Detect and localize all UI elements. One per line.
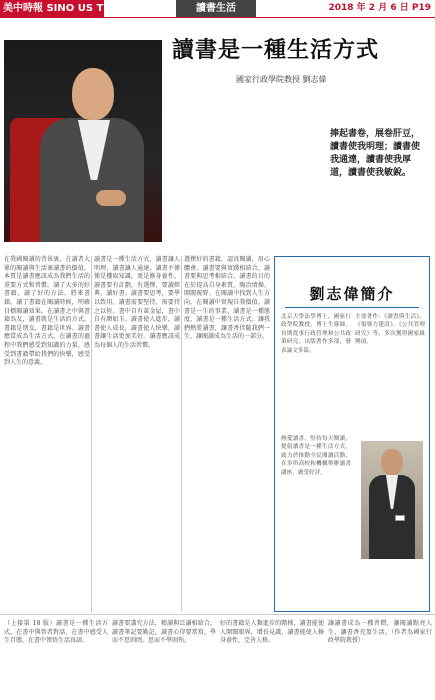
- column-divider: [91, 256, 92, 612]
- bio-text-left: 北京大學法學博士，國家行政學院教授，博士生導師。長期從事行政管理和公共政策研究，出版著作多部，發表論文多篇。: [281, 314, 351, 354]
- body-column-3: 選擇好的書籍，認真閱讀，用心體會。讀書要與實踐相結合，讀書要與思考相結合。讀書的目的在於提高自身素質，陶冶情操，開闊視野。在閱讀中找到人生方向，在閱讀中實現自我價值。讀書是一生的事業，讀書是一種態度，讀書是一種生活方式。讓我們熱愛讀書，讓書香伴隨我們一生，讓閱讀成為生活的一部分。: [184, 256, 270, 341]
- section-label: 讀書生活: [176, 0, 256, 17]
- bio-box: [274, 256, 430, 612]
- page-number: P19: [411, 3, 431, 13]
- bio-title: 劉志偉簡介: [309, 285, 395, 303]
- bottom-column-4: 讓讀書成為一種習慣，讓閱讀點亮人生，讓書香充盈生活。（作者為國家行政學院教授）: [328, 620, 432, 645]
- masthead-rule: [0, 17, 435, 18]
- bio-text-left-lower: 熱愛讀書，堅持每天閱讀，提倡讀書是一種生活方式，致力於推動全民閱讀活動，在多所高校和機構舉辦讀書講座，廣受好評。: [281, 436, 351, 476]
- bottom-rule: [0, 614, 435, 615]
- pull-quote: 捧起書卷，展卷肝豆，讀書使我明理；讀書使我通達，讀書使我厚道，讀書使我敏銳。: [330, 129, 421, 178]
- column-divider: [181, 256, 182, 612]
- author-photo: [4, 40, 162, 242]
- issue-date: 2018 年 2 月 6 日: [328, 3, 409, 13]
- bottom-column-2: 讀書要講究方法，精讀與泛讀相結合，讀書筆記要勤記，讀書心得要常寫，學而不思則罔，思而不學則殆。: [112, 620, 216, 645]
- bio-divider: [285, 307, 419, 308]
- bottom-column-3: 好的書籍是人類進步的階梯，讀書能使人開闊眼界，增長見識，讀書能使人修身養性，完善人格。: [220, 620, 324, 645]
- article-byline: 國家行政學院教授 劉志偉: [236, 75, 327, 84]
- bio-portrait-photo: [361, 441, 423, 559]
- body-column-2: 讀書是一種生活方式，讀書讓人明理，讀書讓人通達。讀書不僅僅是獲取知識，更是修身養性。讀書要有計劃，有選擇，要讀經典，讀好書。讀書要思考，要學以致用。讀書需要堅持，需要持之以恆。書中自有黃金屋，書中自有顏如玉。讀書使人進步，讀書使人成長，讀書使人快樂，讀書讓生活更加美好。讀書應該成為每個人的生活習慣。: [94, 256, 180, 349]
- masthead: [0, 0, 435, 17]
- bio-text-right: 主要著作：《讀書與生活》、《領導力建設》、《公共管理研究》等，多次獲得國家級獎項。: [355, 314, 425, 346]
- dateline: [328, 0, 431, 17]
- body-column-1: 在我國閱讀的背景裏，在讀者大眾的閱讀與生活裏讀書的價值，本質是讀書應該成為我們生活的重要方式和習慣。讀了大多的好書籍，讀了好的方法，將來書籍。讀了書籍在閱讀時候，明確目標閱讀效果。在讀書之中與書籍為友，讀書就是生活的方式，書籍是朋友，書籍是世界。讀書應當成為生活方式。在讀書的過程中我們感受到知識的力量，感受到書籍帶給我們的快樂，感受到人生的意義。: [4, 256, 90, 367]
- bottom-column-1: （上接第 18 版）讀書是一種生活方式，在書中與智者對話，在書中感受人生百態，在書中領悟生活真諦。: [4, 620, 108, 645]
- newspaper-logo: 美中時報 SINO US TIMES: [0, 0, 104, 17]
- article-headline: 讀書是一種生活方式: [172, 37, 380, 63]
